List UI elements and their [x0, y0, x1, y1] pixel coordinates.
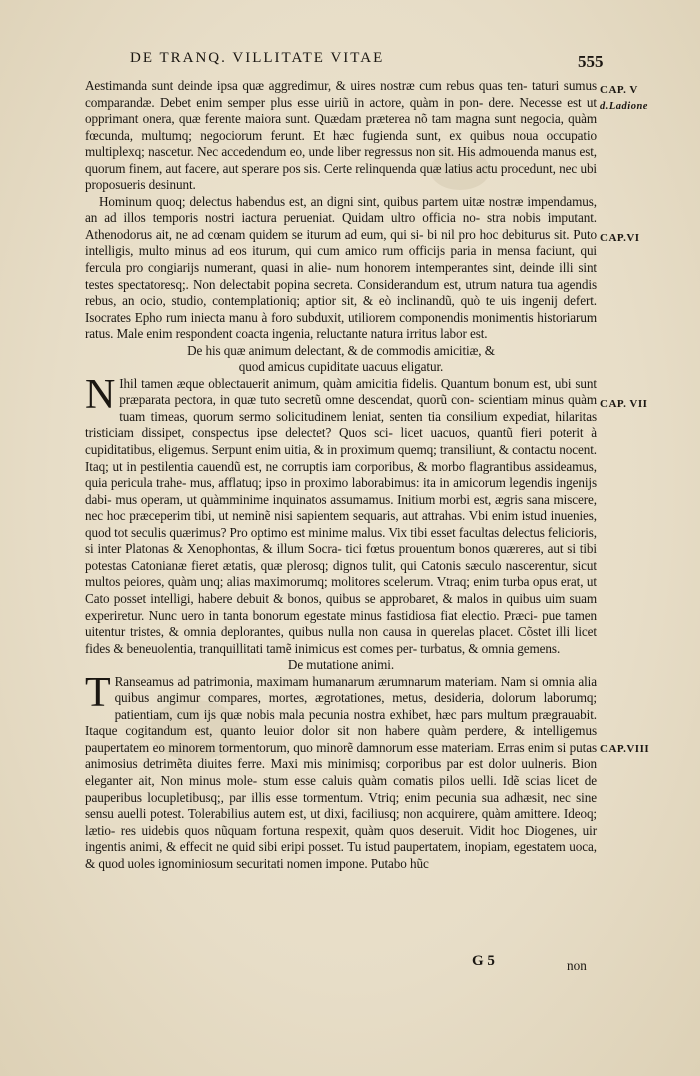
margin-chapter-7: CAP. VII [600, 398, 648, 410]
paragraph [85, 371, 597, 657]
page-number: 555 [578, 52, 604, 71]
paragraph: Aestimanda sunt deinde ipsa quæ aggredimur, & uires nostræ cum rebus quas ten- taturi sumus comparandæ. Debet enim semper plus esse uiriũ in actore, quàm in pon- dere. Necesse est ut opprimant onera, quæ ferente maiora sunt. Quædam præterea nõ tam magna sunt negocia, quàm fœcunda, multumq; negociorum ferunt. Et hæc fugienda sunt, ex quibus noua occupatio multiplexq; nascetur. Nec accedendum eo, unde liber regressus non sit. His admouenda manus est, quorum finem, aut facere, aut sperare pos sis. Certe relinquenda quæ latius actu procedunt, nec ubi proposueris desinunt. [85, 78, 597, 193]
paragraph: Hominum quoq; delectus habendus est, an digni sint, quibus partem uitæ nostræ impendamus, an ad illos temporis nostri iactura perueniat. Quidam ultro officia no- stra nobis imputant. Athenodorus ait, ne ad cœnam quidem se iturum ad eum, qui si- bi nil pro hoc debiturus sit. Puto intelligis, multo minus ad eos iturum, qui cum amico rum officijs paria in mensa faciunt, qui fercula pro congiarijs numerant, quasi in alie- num honorem intemperantes sint, deinde illi sint testes spectatoresq;. Non delectabit popina secreta. Considerandum est, utrum natura tua agendis rebus, an ocio, studio, contemplationiq; aptior sit, & eò inclinandũ, quò te uis ingenij defert. Isocrates Epho rum iniecta manu à foro subduxit, utiliorem componendis monimentis historiarum ratus. Male enim respondent coacta ingenia, reluctante natura irritus labor est. [85, 193, 597, 342]
catchword: non [567, 958, 587, 973]
section-heading: De mutatione animi. [287, 657, 395, 673]
initial-letter: T [85, 669, 111, 716]
paragraph-text: Ranseamus ad patrimonia, maximam humanarum ærumnarum materiam. Nam si omnia alia quibus angimur compares, mortes, ægrotationes, metus, desideria, dolorum laborumq; patientiam, cum ijs quæ nobis mala pecunia nostra exhibet, hæc pars multum prægrauabit. Itaque cogitandum est, quanto leuior dolor sit non habere quàm perdere, & intelligemus paupertatem eo minorem tormentorum, quo minorẽ damnorum esse materiam. Erras enim si putas animosius detrimẽta diuites ferre. Maxi mis minimisq; corporibus par est dolor uulneris. Bion eleganter ait, Non minus mole- stum esse caluis quàm comatis pilos uelli. Idẽ scias licet de pauperibus locupletibusq;, par illis esse tormentum. Vtriq; enim pecunia sua adhæsit, nec sine sensu auelli potest. Tolerabilius autem est, ut dixi, faciliusq; non acquirere, quàm amittere. Ideoq; lætio- res uidebis quos nũquam fortuna respexit, quàm quos deseruit. Vidit hoc Diogenes, uir ingentis animi, & effecit ne quid sibi eripi posset. Tu istud paupertatem, inopiam, egestatem uoca, & quod uoles ignominiosum securitati nomen impone. Putabo hũc [85, 673, 597, 871]
section-heading: quod amicus cupiditate uacuus eligatur. [238, 359, 444, 375]
section-heading: De his quæ animum delectant, & de commodis amicitiæ, & [187, 342, 495, 358]
signature-mark: G 5 [472, 953, 495, 969]
text-block [85, 78, 597, 872]
margin-note: d.Ladione [600, 101, 648, 112]
initial-letter: N [85, 371, 116, 418]
running-title: DE TRANQ. VILLITATE VITAE [130, 50, 385, 66]
margin-chapter-5: CAP. V [600, 84, 638, 96]
margin-chapter-6: CAP.VI [600, 232, 640, 244]
paragraph [85, 669, 597, 873]
paragraph-text: Ihil tamen æque oblectauerit animum, quàm amicitia fidelis. Quantum bonum est, ubi sunt præparata pectora, in quæ tuto secretũ omne descendat, quorũ con- scientiam minus quàm tuam timeas, quorum sermo solicitudinem leniat, senten tia consilium expediat, hilaritas tristiciam dissipet, conspectus ipse delectet? Quos sci- licet uacuos, quantũ fieri poterit à cupiditatibus, eligemus. Serpunt enim uitia, & in proximum quemq; transiliunt, & contactu nocent. Itaq; ut in pestilentia cauendũ est, ne corruptis iam corporibus, & morbo flagrantibus assideamus, quia pericula trahe- mus, afflatuq; ipso in proximo laborabimus: ita in amicorum legendis ingenijs dabi- mus operam, ut quàmminime inquinatos assumamus. Initium morbi est, ægris sana miscere, nec hoc præceperim tibi, ut neminẽ nisi sapientem sequaris, aut attrahas. Vbi enim istud inuenies, quod tot seculis quærimus? Pro optimo est minime malus. Vix tibi esset facultas delectus felicioris, si inter Platonas & Xenophontas, & illum Socra- tici fœtus prouentum bonos quæreres, aut si tibi potestas Catonianæ fieret ætatis, quæ plerosq; dignos tulit, qui Catonis sæculo nascerentur, sicut multos peiores, quàm unq; alias maximorumq; molitores scelerum. Vtraq; enim turba opus erat, ut Cato posset intelligi, habere debuit & bonos, quibus se approbaret, & malos in quibus uim suam experiretur. Nunc uero in tanta bonorum egestate minus fastidiosa fiat electio. Præci- pue tamen uitentur tristes, & omnia deplorantes, quibus nulla non causa in querelas placet. Cõstet illi licet fides & beneuolentia, tranquillitati tamẽ inimicus est comes per- turbatus, & omnia gemens. [85, 375, 597, 656]
margin-chapter-8: CAP.VIII [600, 743, 650, 755]
